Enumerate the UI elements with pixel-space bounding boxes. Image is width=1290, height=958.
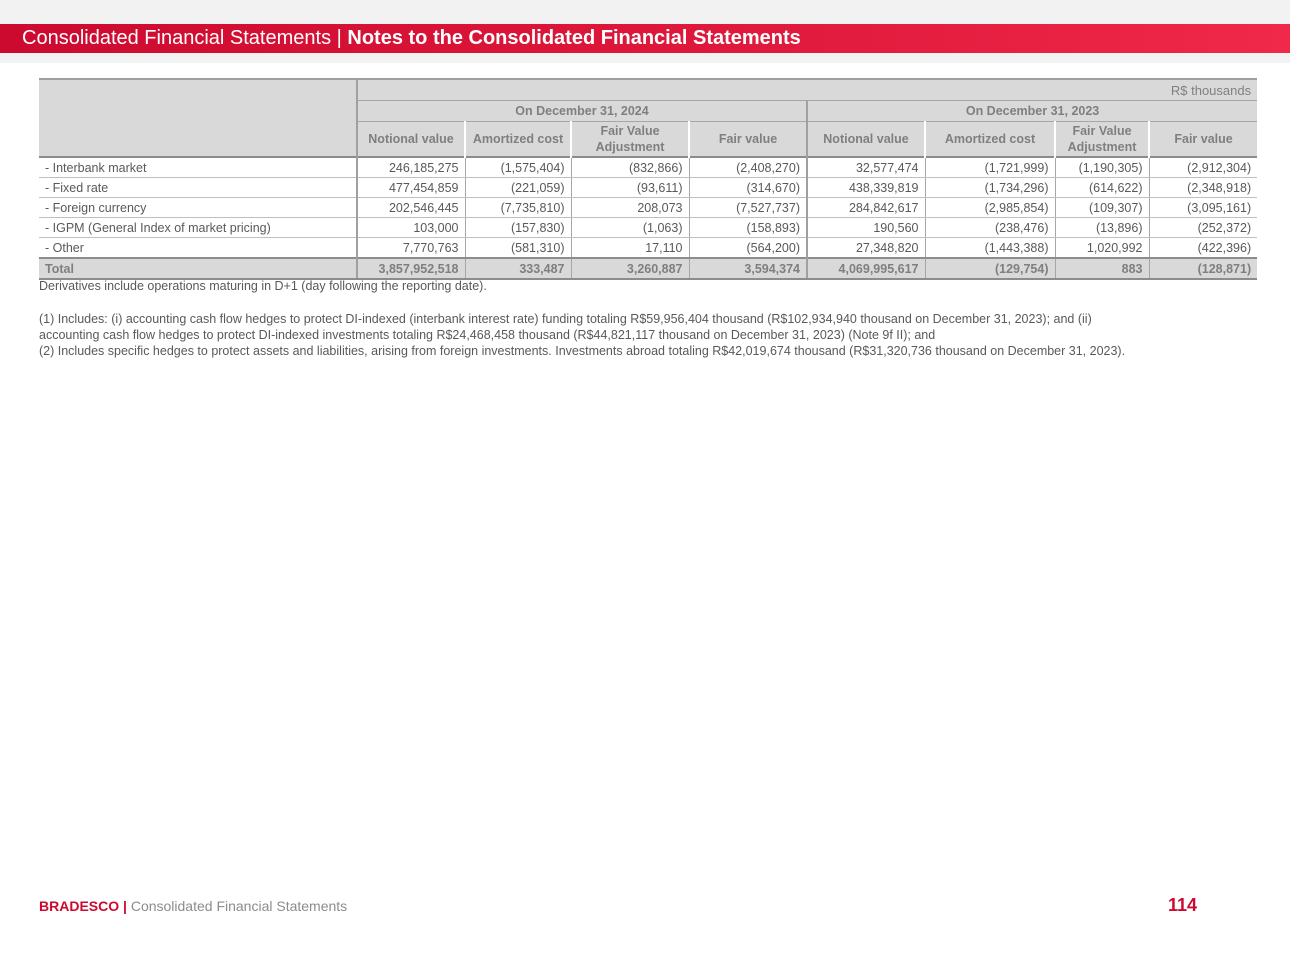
row-label: - Fixed rate: [39, 178, 357, 198]
total-cell: (128,871): [1149, 258, 1257, 279]
header-underband: [0, 53, 1290, 63]
cell: (614,622): [1055, 178, 1149, 198]
page-header: [0, 24, 1290, 53]
footnote-2: (2) Includes specific hedges to protect assets and liabilities, arising from foreign investments. Investments abroad totaling R$42,019,674 thousand (R$31,320,736 thousand on December 31, 2023).: [39, 344, 1126, 358]
cell: (2,348,918): [1149, 178, 1257, 198]
cell: 17,110: [571, 238, 689, 259]
table-row: [39, 218, 1257, 238]
cell: (109,307): [1055, 198, 1149, 218]
cell: (238,476): [925, 218, 1055, 238]
page-number: 114: [1168, 895, 1198, 915]
cell: 208,073: [571, 198, 689, 218]
cell: 438,339,819: [807, 178, 925, 198]
total-cell: 4,069,995,617: [807, 258, 925, 279]
col-header-amortized-2024: Amortized cost: [465, 122, 571, 158]
cell: (1,721,999): [925, 157, 1055, 178]
table-row: [39, 198, 1257, 218]
derivatives-note: Derivatives include operations maturing in D+1 (day following the reporting date).: [39, 279, 487, 293]
footer-separator: |: [123, 898, 127, 914]
total-cell: (129,754): [925, 258, 1055, 279]
cell: (1,575,404): [465, 157, 571, 178]
hedge-table: [39, 78, 1257, 280]
row-label: - Foreign currency: [39, 198, 357, 218]
col-header-notional-2023: Notional value: [807, 122, 925, 158]
cell: (1,063): [571, 218, 689, 238]
header-title-section: Notes to the Consolidated Financial Statements: [347, 27, 801, 49]
table-row: [39, 157, 1257, 178]
header-title-prefix: Consolidated Financial Statements |: [22, 27, 342, 49]
row-label: - Other: [39, 238, 357, 259]
col-header-fair-value-2024: Fair value: [689, 122, 807, 158]
total-cell: 333,487: [465, 258, 571, 279]
cell: (2,912,304): [1149, 157, 1257, 178]
cell: (2,985,854): [925, 198, 1055, 218]
cell: (581,310): [465, 238, 571, 259]
units-label: R$ thousands: [357, 79, 1257, 101]
brand-logo-text: BRADESCO: [39, 898, 120, 914]
cell: (564,200): [689, 238, 807, 259]
col-header-notional-2024: Notional value: [357, 122, 465, 158]
period-header-2023: On December 31, 2023: [807, 101, 1257, 122]
total-cell: 883: [1055, 258, 1149, 279]
total-label: Total: [39, 258, 357, 279]
cell: (422,396): [1149, 238, 1257, 259]
cell: (1,190,305): [1055, 157, 1149, 178]
period-header-2024: On December 31, 2024: [357, 101, 807, 122]
footer-subtitle: Consolidated Financial Statements: [130, 898, 348, 914]
cell: 202,546,445: [357, 198, 465, 218]
cell: 7,770,763: [357, 238, 465, 259]
cell: 1,020,992: [1055, 238, 1149, 259]
cell: (158,893): [689, 218, 807, 238]
header-title: [22, 27, 801, 50]
cell: 103,000: [357, 218, 465, 238]
footnote-1-line-1: (1) Includes: (i) accounting cash flow hedges to protect DI-indexed (interbank interest rate) funding totaling R$59,956,404 thousand (R$102,934,940 thousand on December 31, 2023); and (ii): [39, 312, 1092, 326]
footnote-1-line-2: accounting cash flow hedges to protect DI-indexed investments totaling R$24,468,458 thousand (R$44,821,117 thousand on December 31, 2023) (Note 9f II); and: [39, 328, 936, 342]
cell: 477,454,859: [357, 178, 465, 198]
total-row: [39, 258, 1257, 279]
col-header-fva-2023: Fair Value Adjustment: [1055, 122, 1149, 158]
cell: 284,842,617: [807, 198, 925, 218]
cell: (157,830): [465, 218, 571, 238]
col-header-fair-value-2023: Fair value: [1149, 122, 1257, 158]
cell: (1,443,388): [925, 238, 1055, 259]
cell: 27,348,820: [807, 238, 925, 259]
col-header-fva-2024: Fair Value Adjustment: [571, 122, 689, 158]
total-cell: 3,260,887: [571, 258, 689, 279]
total-cell: 3,857,952,518: [357, 258, 465, 279]
cell: 32,577,474: [807, 157, 925, 178]
footer: [39, 898, 347, 914]
cell: (252,372): [1149, 218, 1257, 238]
row-label: - Interbank market: [39, 157, 357, 178]
cell: (13,896): [1055, 218, 1149, 238]
cell: (93,611): [571, 178, 689, 198]
cell: (314,670): [689, 178, 807, 198]
row-label: - IGPM (General Index of market pricing): [39, 218, 357, 238]
row-label-header: [39, 79, 357, 157]
table-row: [39, 178, 1257, 198]
cell: (3,095,161): [1149, 198, 1257, 218]
cell: (1,734,296): [925, 178, 1055, 198]
cell: 190,560: [807, 218, 925, 238]
total-cell: 3,594,374: [689, 258, 807, 279]
table-row: [39, 238, 1257, 259]
cell: 246,185,275: [357, 157, 465, 178]
cell: (7,527,737): [689, 198, 807, 218]
footnotes: [39, 278, 1259, 359]
cell: (832,866): [571, 157, 689, 178]
cell: (221,059): [465, 178, 571, 198]
cell: (2,408,270): [689, 157, 807, 178]
top-margin: [0, 0, 1290, 24]
cell: (7,735,810): [465, 198, 571, 218]
col-header-amortized-2023: Amortized cost: [925, 122, 1055, 158]
